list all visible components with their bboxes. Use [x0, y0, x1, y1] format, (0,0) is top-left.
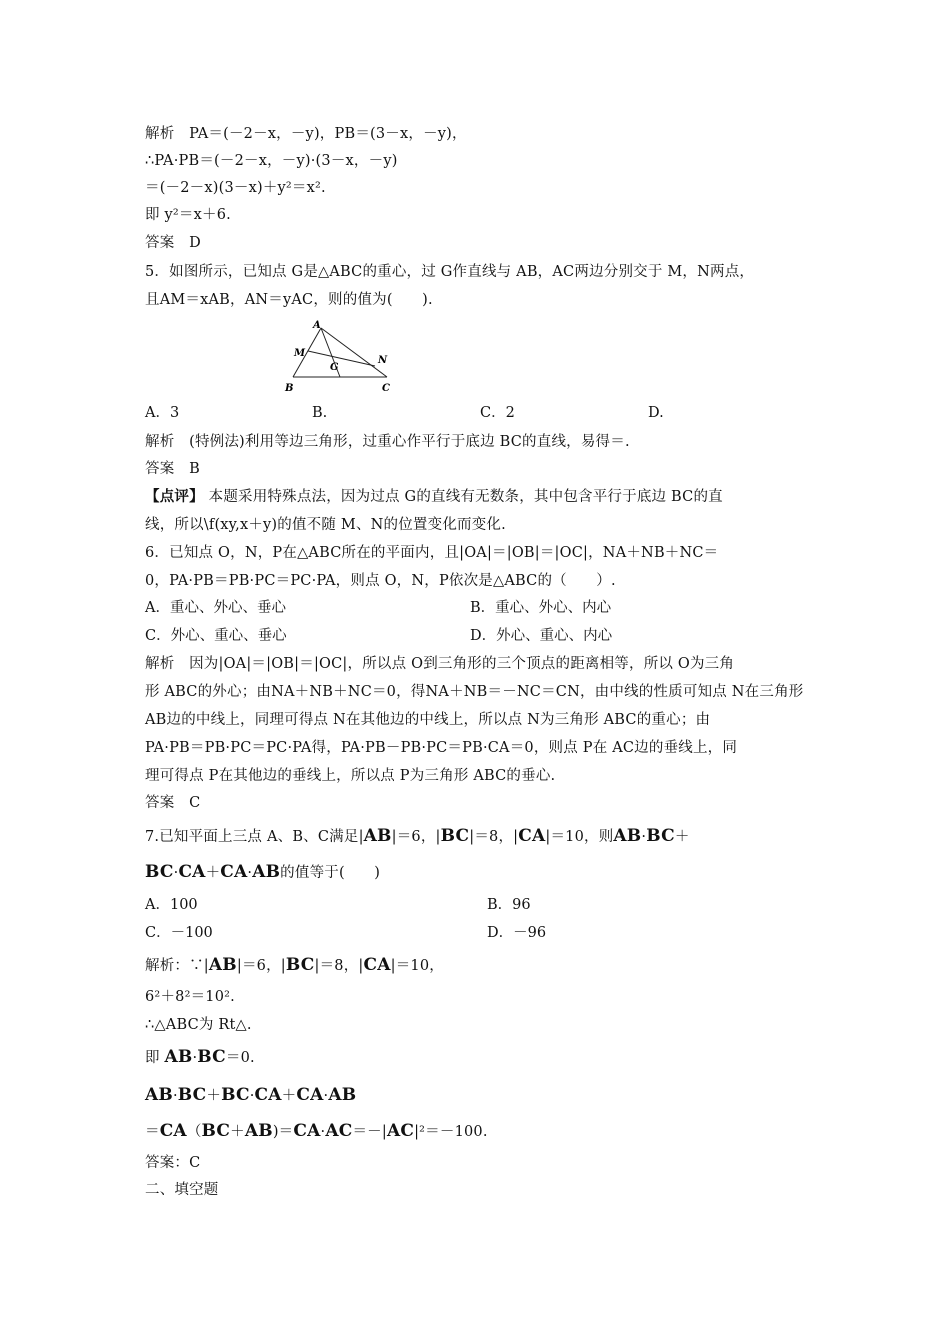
- text-run: |＝8，|: [469, 829, 519, 845]
- option-c: C．2: [480, 405, 515, 421]
- text-run: |＝10，则: [545, 829, 614, 845]
- vector-ca: CA: [363, 955, 391, 975]
- comment-line: [145, 487, 723, 507]
- text-run: |＝6，|: [391, 829, 441, 845]
- solution-text: 形 ABC的外心；由NA＋NB＋NC＝0，得NA＋NB＝－NC＝CN，由中线的性质可知点 N在三角形: [145, 684, 804, 700]
- question-6-text: 6．已知点 O，N，P在△ABC所在的平面内，且|OA|＝|OB|＝|OC|，NA＋NB＋NC＝: [145, 545, 719, 561]
- answer-line: 答案 B: [145, 461, 200, 477]
- option-a: A．3: [145, 405, 180, 421]
- text-run: |＝10，: [390, 958, 444, 974]
- solution-text: 6²＋8²＝10².: [145, 989, 235, 1005]
- vector-ca: CA: [518, 826, 546, 846]
- text-run: 解析：∵|: [145, 958, 209, 974]
- text-run: ·: [641, 829, 647, 845]
- question-5-text: 5．如图所示，已知点 G是△ABC的重心，过 G作直线与 AB，AC两边分别交于 M，N两点，: [145, 264, 755, 280]
- comment-text: 本题采用特殊点法，因为过点 G的直线有无数条，其中包含平行于底边 BC的直: [208, 489, 723, 505]
- line-mn: [308, 351, 375, 366]
- solution-text: AB边的中线上，同理可得点 N在其他边的中线上，所以点 N为三角形 ABC的重心；由: [145, 712, 711, 728]
- triangle-figure: [283, 316, 395, 398]
- solution-text: ∴△ABC为 Rt△.: [145, 1017, 252, 1033]
- text-run: （: [186, 1124, 202, 1140]
- vector-ca: CA: [293, 1121, 321, 1141]
- vector-ab: AB: [164, 1047, 193, 1067]
- vector-bc: BC: [201, 1121, 231, 1141]
- text-run: 即: [145, 1050, 165, 1066]
- text-run: ·: [320, 1124, 326, 1140]
- vector-ca: CA: [178, 862, 206, 882]
- text-run: ＝－|: [352, 1124, 387, 1140]
- vector-ab: AB: [244, 1121, 273, 1141]
- solution-text: [145, 1121, 488, 1142]
- text-run: ＋: [206, 1088, 222, 1104]
- comment-tag: 【点评】: [145, 488, 204, 505]
- text-run: ·: [249, 1088, 255, 1104]
- vector-ab: AB: [328, 1085, 357, 1105]
- text-run: ＋: [674, 829, 690, 845]
- option-b: B．96: [487, 897, 531, 913]
- text-run: |＝8，|: [314, 958, 364, 974]
- text-line: 解析 PA＝(－2－x，－y)，PB＝(3－x，－y)，: [145, 126, 467, 142]
- option-a: A．100: [145, 897, 198, 913]
- text-run: ·: [173, 865, 179, 881]
- answer-line: 答案 C: [145, 795, 201, 811]
- vector-ca: CA: [296, 1085, 324, 1105]
- vector-ac: AC: [325, 1121, 353, 1141]
- vector-bc: BC: [197, 1047, 226, 1067]
- vector-ab: AB: [613, 826, 642, 846]
- question-5-text: 且AM＝xAB，AN＝yAC，则的值为( ).: [145, 292, 433, 308]
- solution-text: 理可得点 P在其他边的垂线上，所以点 P为三角形 ABC的垂心.: [145, 768, 556, 784]
- text-run: ·: [247, 865, 253, 881]
- comment-text: 线，所以\f(xy,x＋y)的值不随 M、N的位置变化而变化.: [145, 517, 506, 533]
- vector-ca: CA: [254, 1085, 282, 1105]
- label-n: N: [378, 355, 388, 366]
- answer-line: 答案：C: [145, 1155, 201, 1171]
- question-7-text: [145, 862, 380, 883]
- vector-ca: CA: [220, 862, 248, 882]
- vector-bc: BC: [285, 955, 315, 975]
- option-d: D．－96: [487, 925, 547, 941]
- text-run: |²＝－100.: [414, 1124, 488, 1140]
- text-run: ＋: [230, 1124, 245, 1140]
- answer-line: 答案 D: [145, 235, 201, 251]
- text-line: 即 y²＝x＋6.: [145, 207, 231, 223]
- vector-ca: CA: [159, 1121, 187, 1141]
- text-line: ＝(－2－x)(3－x)＋y²＝x².: [145, 180, 326, 196]
- vector-bc: BC: [221, 1085, 250, 1105]
- solution-text: [145, 1047, 255, 1068]
- option-d: D．外心、重心、内心: [470, 628, 613, 644]
- option-d: D.: [648, 405, 664, 421]
- text-run: ＝0.: [225, 1050, 255, 1066]
- text-line: ∴PA·PB＝(－2－x，－y)·(3－x，－y): [145, 153, 398, 169]
- solution-text: [145, 1085, 356, 1106]
- question-6-text: 0，PA·PB＝PB·PC＝PC·PA，则点 O，N，P依次是△ABC的（ ）.: [145, 573, 616, 589]
- question-7-text: [145, 826, 690, 847]
- text-run: ·: [172, 1088, 178, 1104]
- label-a: A: [313, 320, 321, 331]
- option-c: C．－100: [145, 925, 213, 941]
- solution-text: [145, 955, 444, 976]
- solution-text: 解析 (特例法)利用等边三角形，过重心作平行于底边 BC的直线，易得＝.: [145, 434, 630, 450]
- vector-bc: BC: [646, 826, 675, 846]
- vector-bc: BC: [145, 862, 174, 882]
- solution-text: PA·PB＝PB·PC＝PC·PA得，PA·PB－PB·PC＝PB·CA＝0，则点 P在 AC边的垂线上，同: [145, 740, 738, 756]
- label-c: C: [382, 383, 390, 394]
- text-run: 的值等于( ): [280, 865, 381, 881]
- text-run: )＝: [272, 1124, 294, 1140]
- label-g: G: [330, 362, 339, 373]
- vector-ab: AB: [208, 955, 237, 975]
- option-b: B.: [312, 405, 328, 421]
- section-heading: 二、填空题: [145, 1182, 219, 1198]
- vector-ab: AB: [363, 826, 392, 846]
- text-run: 7.已知平面上三点 A、B、C满足|: [145, 829, 364, 845]
- text-run: ＋: [281, 1088, 297, 1104]
- option-a: A．重心、外心、垂心: [145, 600, 286, 616]
- option-b: B．重心、外心、内心: [470, 600, 612, 616]
- text-run: ·: [192, 1050, 198, 1066]
- text-run: |＝6，|: [236, 958, 286, 974]
- option-c: C．外心、重心、垂心: [145, 628, 287, 644]
- label-m: M: [294, 348, 306, 359]
- vector-bc: BC: [177, 1085, 207, 1105]
- text-run: ＋: [205, 865, 221, 881]
- vector-ac: AC: [386, 1121, 415, 1141]
- text-run: ·: [323, 1088, 329, 1104]
- label-b: B: [285, 383, 294, 394]
- vector-ab: AB: [145, 1085, 173, 1105]
- vector-ab: AB: [252, 862, 281, 882]
- text-run: ＝: [145, 1124, 160, 1140]
- vector-bc: BC: [440, 826, 470, 846]
- solution-text: 解析 因为|OA|＝|OB|＝|OC|，所以点 O到三角形的三个顶点的距离相等，所以 O为三角: [145, 656, 735, 672]
